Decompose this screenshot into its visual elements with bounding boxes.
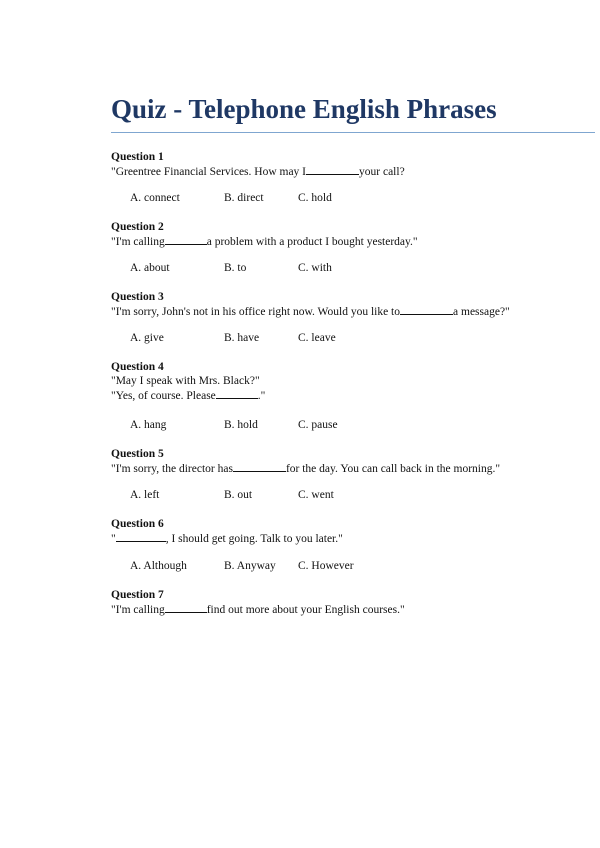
options-1: [130, 192, 332, 204]
question-7: [111, 588, 405, 617]
option-a[interactable]: A. Although: [130, 560, 187, 572]
question-text: "I'm sorry, John's not in his office right now. Would you like to a message?": [111, 306, 510, 318]
options-3: [130, 332, 336, 344]
question-heading: Question 2: [111, 221, 164, 233]
option-b[interactable]: B. Anyway: [224, 560, 276, 572]
page-title: Quiz - Telephone English Phrases: [111, 94, 497, 124]
question-1: [111, 150, 405, 179]
question-heading: Question 4: [111, 361, 164, 373]
question-5: [111, 447, 500, 476]
answer-blank: [400, 304, 453, 315]
option-a[interactable]: A. about: [130, 262, 170, 274]
question-heading: Question 5: [111, 448, 164, 460]
question-text: "May I speak with Mrs. Black?": [111, 375, 260, 387]
answer-blank: [165, 602, 207, 613]
option-c[interactable]: C. with: [298, 262, 332, 274]
option-a[interactable]: A. connect: [130, 192, 180, 204]
question-heading: Question 6: [111, 518, 164, 530]
option-b[interactable]: B. hold: [224, 419, 258, 431]
option-b[interactable]: B. out: [224, 489, 253, 501]
question-text: "Yes, of course. Please .": [111, 390, 266, 402]
option-b[interactable]: B. have: [224, 332, 260, 344]
question-text: " , I should get going. Talk to you later.": [111, 533, 343, 545]
option-b[interactable]: B. direct: [224, 192, 264, 204]
option-c[interactable]: C. went: [298, 489, 334, 501]
question-text: "I'm calling a problem with a product I bought yesterday.": [111, 236, 418, 248]
question-text: "Greentree Financial Services. How may I your call?: [111, 166, 405, 178]
question-2: [111, 220, 418, 249]
question-3: [111, 290, 510, 319]
option-a[interactable]: A. give: [130, 332, 164, 344]
answer-blank: [116, 531, 166, 542]
options-4: [130, 419, 338, 431]
question-4: [111, 360, 265, 403]
options-5: [130, 489, 334, 501]
title-divider: [111, 132, 595, 133]
option-c[interactable]: C. However: [298, 560, 354, 572]
answer-blank: [216, 388, 258, 399]
question-text: "I'm sorry, the director has for the day. You can call back in the morning.": [111, 463, 501, 475]
question-text: "I'm calling find out more about your English courses.": [111, 604, 405, 616]
option-a[interactable]: A. hang: [130, 419, 167, 431]
answer-blank: [165, 234, 207, 245]
option-b[interactable]: B. to: [224, 262, 247, 274]
answer-blank: [306, 164, 359, 175]
option-a[interactable]: A. left: [130, 489, 160, 501]
option-c[interactable]: C. hold: [298, 192, 332, 204]
question-6: [111, 517, 343, 546]
option-c[interactable]: C. pause: [298, 419, 338, 431]
question-heading: Question 1: [111, 151, 164, 163]
answer-blank: [233, 461, 286, 472]
option-c[interactable]: C. leave: [298, 332, 336, 344]
options-6: [130, 560, 354, 572]
options-2: [130, 262, 332, 274]
question-heading: Question 3: [111, 291, 164, 303]
question-heading: Question 7: [111, 589, 164, 601]
